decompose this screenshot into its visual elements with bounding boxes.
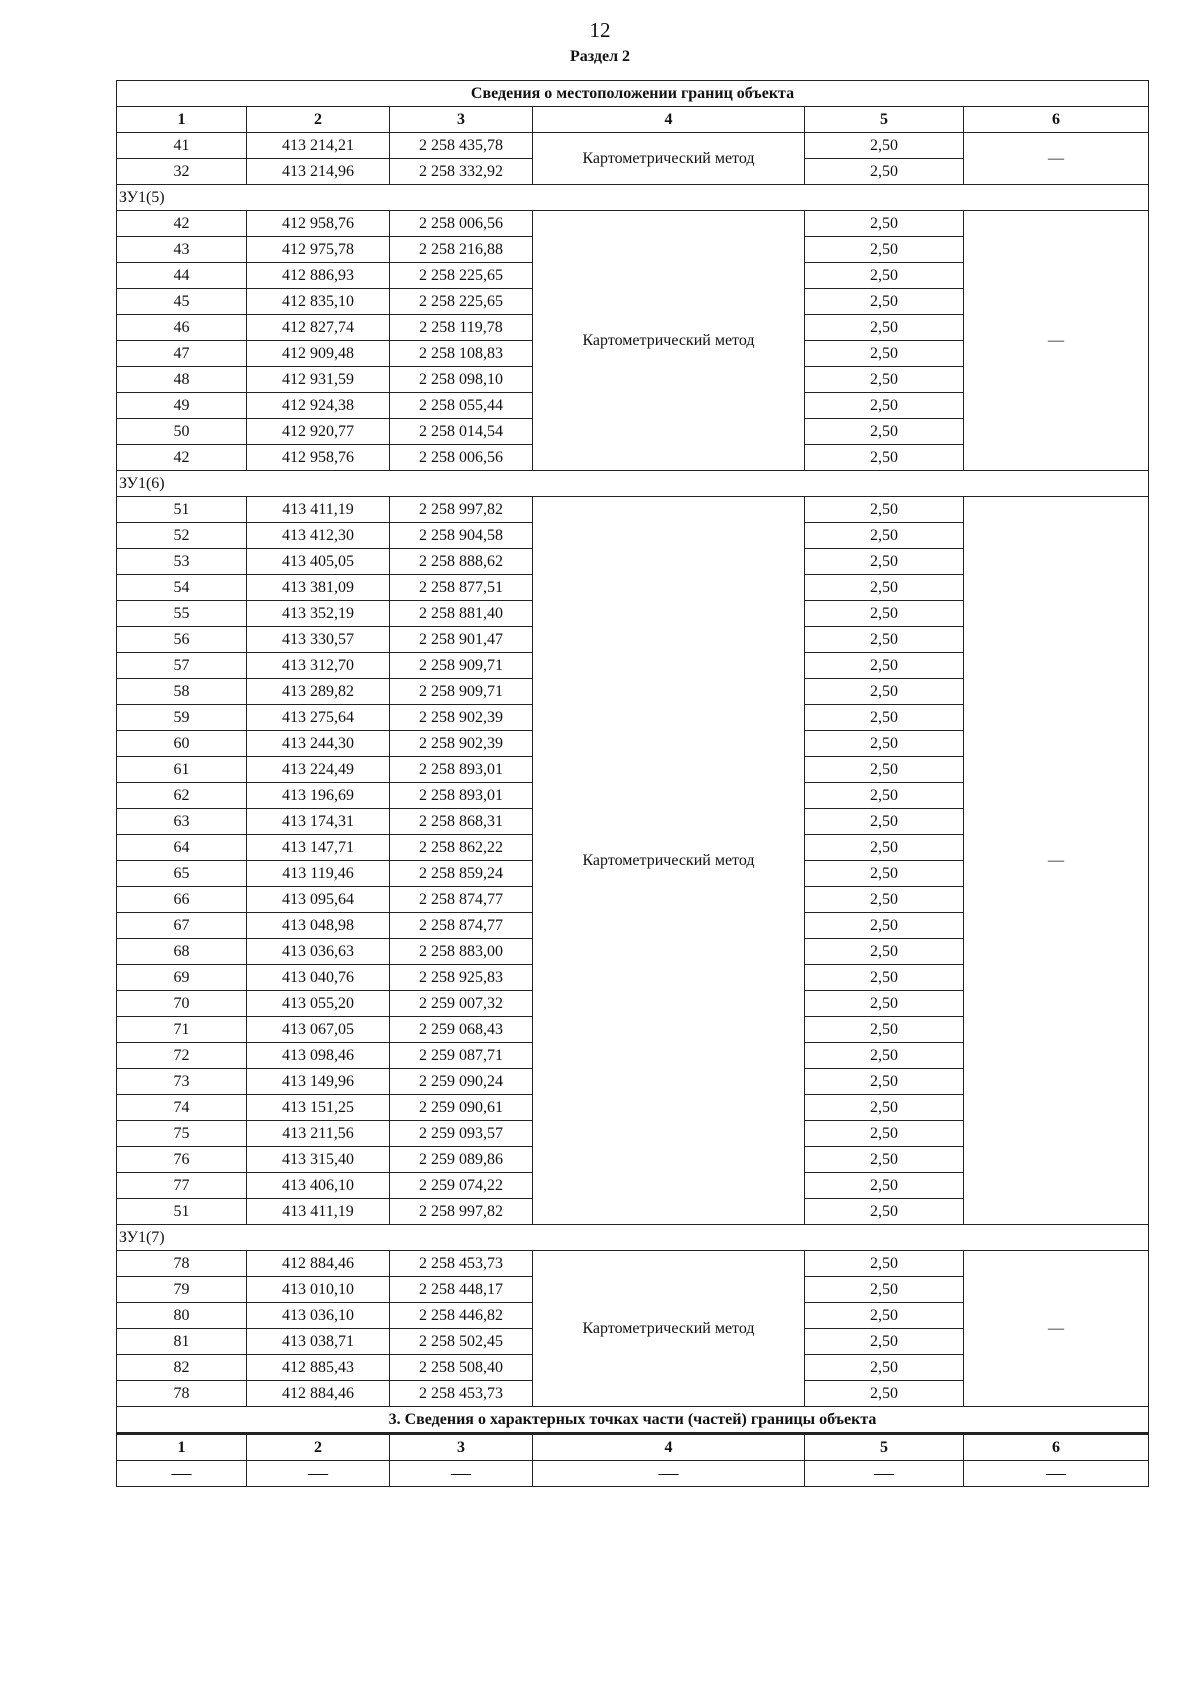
- coord-y: 2 258 453,73: [390, 1251, 533, 1277]
- column-header-row: [117, 107, 1149, 133]
- point-number: 54: [117, 575, 247, 601]
- coord-y: 2 258 909,71: [390, 653, 533, 679]
- coord-x: 412 920,77: [247, 419, 390, 445]
- accuracy-value: 2,50: [805, 289, 964, 315]
- coord-y: 2 258 877,51: [390, 575, 533, 601]
- coord-y: 2 258 881,40: [390, 601, 533, 627]
- coord-y: 2 259 074,22: [390, 1173, 533, 1199]
- point-number: 49: [117, 393, 247, 419]
- column-header: 6: [964, 1434, 1149, 1461]
- coord-y: 2 258 901,47: [390, 627, 533, 653]
- accuracy-value: 2,50: [805, 419, 964, 445]
- coord-y: 2 258 859,24: [390, 861, 533, 887]
- coord-x: 413 411,19: [247, 1199, 390, 1225]
- column-header: 3: [390, 107, 533, 133]
- point-number: 52: [117, 523, 247, 549]
- accuracy-value: 2,50: [805, 939, 964, 965]
- point-number: 66: [117, 887, 247, 913]
- accuracy-value: 2,50: [805, 1017, 964, 1043]
- accuracy-value: 2,50: [805, 159, 964, 185]
- coord-y: 2 258 862,22: [390, 835, 533, 861]
- accuracy-value: 2,50: [805, 1043, 964, 1069]
- coord-y: 2 258 874,77: [390, 913, 533, 939]
- coord-x: 412 885,43: [247, 1355, 390, 1381]
- point-number: 64: [117, 835, 247, 861]
- accuracy-value: 2,50: [805, 1303, 964, 1329]
- accuracy-value: 2,50: [805, 1251, 964, 1277]
- point-number: 70: [117, 991, 247, 1017]
- coord-y: 2 259 068,43: [390, 1017, 533, 1043]
- coord-x: 412 958,76: [247, 211, 390, 237]
- accuracy-value: 2,50: [805, 1147, 964, 1173]
- coord-y: 2 258 909,71: [390, 679, 533, 705]
- accuracy-value: 2,50: [805, 809, 964, 835]
- parcel-row: [117, 1225, 1149, 1251]
- coord-x: 413 196,69: [247, 783, 390, 809]
- coord-x: 413 289,82: [247, 679, 390, 705]
- accuracy-value: 2,50: [805, 653, 964, 679]
- point-number: 72: [117, 1043, 247, 1069]
- coord-y: 2 258 014,54: [390, 419, 533, 445]
- point-number: 58: [117, 679, 247, 705]
- point-number: 78: [117, 1381, 247, 1407]
- coord-x: 413 411,19: [247, 497, 390, 523]
- point-number: 41: [117, 133, 247, 159]
- section3-title: 3. Сведения о характерных точках части (частей) границы объекта: [117, 1407, 1149, 1434]
- coord-y: 2 258 119,78: [390, 315, 533, 341]
- point-number: 76: [117, 1147, 247, 1173]
- boundary-table: [116, 80, 1149, 1487]
- point-number: 80: [117, 1303, 247, 1329]
- coord-x: 412 886,93: [247, 263, 390, 289]
- point-number: 60: [117, 731, 247, 757]
- point-number: 59: [117, 705, 247, 731]
- coord-y: 2 259 093,57: [390, 1121, 533, 1147]
- coord-x: 413 214,96: [247, 159, 390, 185]
- coord-x: 413 275,64: [247, 705, 390, 731]
- coord-x: 413 036,10: [247, 1303, 390, 1329]
- coord-x: 413 147,71: [247, 835, 390, 861]
- point-number: 55: [117, 601, 247, 627]
- coord-x: 413 010,10: [247, 1277, 390, 1303]
- point-number: 44: [117, 263, 247, 289]
- point-number: 65: [117, 861, 247, 887]
- coord-x: 413 119,46: [247, 861, 390, 887]
- coord-y: 2 258 997,82: [390, 497, 533, 523]
- coord-y: 2 258 508,40: [390, 1355, 533, 1381]
- accuracy-value: 2,50: [805, 601, 964, 627]
- dash-cell: —: [805, 1461, 964, 1487]
- accuracy-value: 2,50: [805, 1329, 964, 1355]
- accuracy-value: 2,50: [805, 1355, 964, 1381]
- point-number: 71: [117, 1017, 247, 1043]
- parcel-row: [117, 185, 1149, 211]
- accuracy-value: 2,50: [805, 1277, 964, 1303]
- point-number: 61: [117, 757, 247, 783]
- column-header: 1: [117, 1434, 247, 1461]
- coord-x: 413 038,71: [247, 1329, 390, 1355]
- coord-y: 2 258 893,01: [390, 783, 533, 809]
- coord-y: 2 258 902,39: [390, 731, 533, 757]
- coord-x: 413 330,57: [247, 627, 390, 653]
- table-row: [117, 133, 1149, 159]
- point-number: 50: [117, 419, 247, 445]
- point-number: 43: [117, 237, 247, 263]
- column-header: 4: [533, 1434, 805, 1461]
- column-header: 2: [247, 1434, 390, 1461]
- column-header: 3: [390, 1434, 533, 1461]
- parcel-label: ЗУ1(7): [117, 1225, 1149, 1251]
- coord-x: 413 174,31: [247, 809, 390, 835]
- coord-y: 2 258 868,31: [390, 809, 533, 835]
- point-number: 81: [117, 1329, 247, 1355]
- coord-y: 2 258 925,83: [390, 965, 533, 991]
- accuracy-value: 2,50: [805, 627, 964, 653]
- accuracy-value: 2,50: [805, 965, 964, 991]
- point-number: 69: [117, 965, 247, 991]
- accuracy-value: 2,50: [805, 757, 964, 783]
- point-number: 73: [117, 1069, 247, 1095]
- coord-y: 2 258 888,62: [390, 549, 533, 575]
- coord-x: 413 149,96: [247, 1069, 390, 1095]
- parcel-label: ЗУ1(6): [117, 471, 1149, 497]
- accuracy-value: 2,50: [805, 497, 964, 523]
- point-number: 51: [117, 1199, 247, 1225]
- point-number: 56: [117, 627, 247, 653]
- point-number: 62: [117, 783, 247, 809]
- point-number: 51: [117, 497, 247, 523]
- point-number: 77: [117, 1173, 247, 1199]
- coord-y: 2 258 997,82: [390, 1199, 533, 1225]
- point-number: 79: [117, 1277, 247, 1303]
- accuracy-value: 2,50: [805, 1173, 964, 1199]
- accuracy-value: 2,50: [805, 445, 964, 471]
- coord-y: 2 258 453,73: [390, 1381, 533, 1407]
- accuracy-value: 2,50: [805, 887, 964, 913]
- point-number: 47: [117, 341, 247, 367]
- section3-row: [117, 1461, 1149, 1487]
- coord-x: 413 095,64: [247, 887, 390, 913]
- section-label: Раздел 2: [569, 48, 631, 65]
- coord-y: 2 258 502,45: [390, 1329, 533, 1355]
- accuracy-value: 2,50: [805, 1095, 964, 1121]
- accuracy-value: 2,50: [805, 705, 964, 731]
- accuracy-value: 2,50: [805, 549, 964, 575]
- accuracy-value: 2,50: [805, 393, 964, 419]
- coord-y: 2 258 225,65: [390, 289, 533, 315]
- coord-x: 413 098,46: [247, 1043, 390, 1069]
- coord-y: 2 258 435,78: [390, 133, 533, 159]
- coord-x: 413 312,70: [247, 653, 390, 679]
- accuracy-value: 2,50: [805, 1199, 964, 1225]
- section3-header-row: [117, 1434, 1149, 1461]
- coord-x: 413 405,05: [247, 549, 390, 575]
- coord-y: 2 258 448,17: [390, 1277, 533, 1303]
- method-cell: Картометрический метод: [533, 1251, 805, 1407]
- table-title-row: [117, 81, 1149, 107]
- accuracy-value: 2,50: [805, 341, 964, 367]
- point-number: 75: [117, 1121, 247, 1147]
- coord-x: 413 412,30: [247, 523, 390, 549]
- coord-y: 2 258 446,82: [390, 1303, 533, 1329]
- point-number: 53: [117, 549, 247, 575]
- table-row: [117, 1251, 1149, 1277]
- parcel-label: ЗУ1(5): [117, 185, 1149, 211]
- col6-dash: —: [964, 497, 1149, 1225]
- coord-x: 413 067,05: [247, 1017, 390, 1043]
- coord-x: 412 884,46: [247, 1381, 390, 1407]
- parcel-row: [117, 471, 1149, 497]
- coord-x: 412 827,74: [247, 315, 390, 341]
- coord-y: 2 259 007,32: [390, 991, 533, 1017]
- coord-x: 413 224,49: [247, 757, 390, 783]
- coord-x: 413 214,21: [247, 133, 390, 159]
- col6-dash: —: [964, 211, 1149, 471]
- accuracy-value: 2,50: [805, 861, 964, 887]
- coord-x: 412 909,48: [247, 341, 390, 367]
- coord-y: 2 259 087,71: [390, 1043, 533, 1069]
- coord-y: 2 258 098,10: [390, 367, 533, 393]
- coord-y: 2 258 902,39: [390, 705, 533, 731]
- dash-cell: —: [247, 1461, 390, 1487]
- point-number: 42: [117, 445, 247, 471]
- accuracy-value: 2,50: [805, 575, 964, 601]
- dash-cell: —: [533, 1461, 805, 1487]
- accuracy-value: 2,50: [805, 1381, 964, 1407]
- coord-x: 412 931,59: [247, 367, 390, 393]
- section3-title-row: [117, 1407, 1149, 1434]
- coord-x: 413 040,76: [247, 965, 390, 991]
- accuracy-value: 2,50: [805, 237, 964, 263]
- method-cell: Картометрический метод: [533, 211, 805, 471]
- table-row: [117, 211, 1149, 237]
- coord-x: 413 211,56: [247, 1121, 390, 1147]
- point-number: 32: [117, 159, 247, 185]
- col6-dash: —: [964, 1251, 1149, 1407]
- point-number: 78: [117, 1251, 247, 1277]
- coord-y: 2 259 090,24: [390, 1069, 533, 1095]
- accuracy-value: 2,50: [805, 263, 964, 289]
- coord-y: 2 258 904,58: [390, 523, 533, 549]
- coord-y: 2 258 332,92: [390, 159, 533, 185]
- coord-x: 413 036,63: [247, 939, 390, 965]
- accuracy-value: 2,50: [805, 913, 964, 939]
- dash-cell: —: [117, 1461, 247, 1487]
- coord-y: 2 258 225,65: [390, 263, 533, 289]
- accuracy-value: 2,50: [805, 679, 964, 705]
- accuracy-value: 2,50: [805, 835, 964, 861]
- column-header: 4: [533, 107, 805, 133]
- accuracy-value: 2,50: [805, 133, 964, 159]
- column-header: 6: [964, 107, 1149, 133]
- accuracy-value: 2,50: [805, 523, 964, 549]
- coord-x: 413 406,10: [247, 1173, 390, 1199]
- coord-y: 2 258 893,01: [390, 757, 533, 783]
- point-number: 45: [117, 289, 247, 315]
- point-number: 68: [117, 939, 247, 965]
- coord-x: 412 975,78: [247, 237, 390, 263]
- accuracy-value: 2,50: [805, 991, 964, 1017]
- coord-y: 2 258 874,77: [390, 887, 533, 913]
- column-header: 5: [805, 107, 964, 133]
- point-number: 57: [117, 653, 247, 679]
- accuracy-value: 2,50: [805, 211, 964, 237]
- column-header: 1: [117, 107, 247, 133]
- method-cell: Картометрический метод: [533, 497, 805, 1225]
- table-title: Сведения о местоположении границ объекта: [117, 81, 1149, 107]
- accuracy-value: 2,50: [805, 731, 964, 757]
- accuracy-value: 2,50: [805, 367, 964, 393]
- point-number: 74: [117, 1095, 247, 1121]
- accuracy-value: 2,50: [805, 315, 964, 341]
- coord-x: 413 151,25: [247, 1095, 390, 1121]
- coord-y: 2 259 089,86: [390, 1147, 533, 1173]
- column-header: 2: [247, 107, 390, 133]
- coord-x: 412 835,10: [247, 289, 390, 315]
- coord-y: 2 258 006,56: [390, 211, 533, 237]
- accuracy-value: 2,50: [805, 1069, 964, 1095]
- coord-x: 413 048,98: [247, 913, 390, 939]
- method-cell: Картометрический метод: [533, 133, 805, 185]
- coord-y: 2 258 108,83: [390, 341, 533, 367]
- coord-x: 412 924,38: [247, 393, 390, 419]
- coord-x: 413 352,19: [247, 601, 390, 627]
- point-number: 46: [117, 315, 247, 341]
- dash-cell: —: [390, 1461, 533, 1487]
- col6-dash: —: [964, 133, 1149, 185]
- coord-x: 413 381,09: [247, 575, 390, 601]
- coord-y: 2 259 090,61: [390, 1095, 533, 1121]
- coord-y: 2 258 883,00: [390, 939, 533, 965]
- page-number: 12: [589, 18, 611, 42]
- column-header: 5: [805, 1434, 964, 1461]
- table-row: [117, 497, 1149, 523]
- coord-y: 2 258 055,44: [390, 393, 533, 419]
- point-number: 82: [117, 1355, 247, 1381]
- point-number: 42: [117, 211, 247, 237]
- coord-x: 412 884,46: [247, 1251, 390, 1277]
- coord-x: 413 315,40: [247, 1147, 390, 1173]
- coord-x: 413 055,20: [247, 991, 390, 1017]
- point-number: 48: [117, 367, 247, 393]
- accuracy-value: 2,50: [805, 1121, 964, 1147]
- coord-y: 2 258 216,88: [390, 237, 533, 263]
- point-number: 67: [117, 913, 247, 939]
- accuracy-value: 2,50: [805, 783, 964, 809]
- point-number: 63: [117, 809, 247, 835]
- coord-y: 2 258 006,56: [390, 445, 533, 471]
- dash-cell: —: [964, 1461, 1149, 1487]
- coord-x: 412 958,76: [247, 445, 390, 471]
- coord-x: 413 244,30: [247, 731, 390, 757]
